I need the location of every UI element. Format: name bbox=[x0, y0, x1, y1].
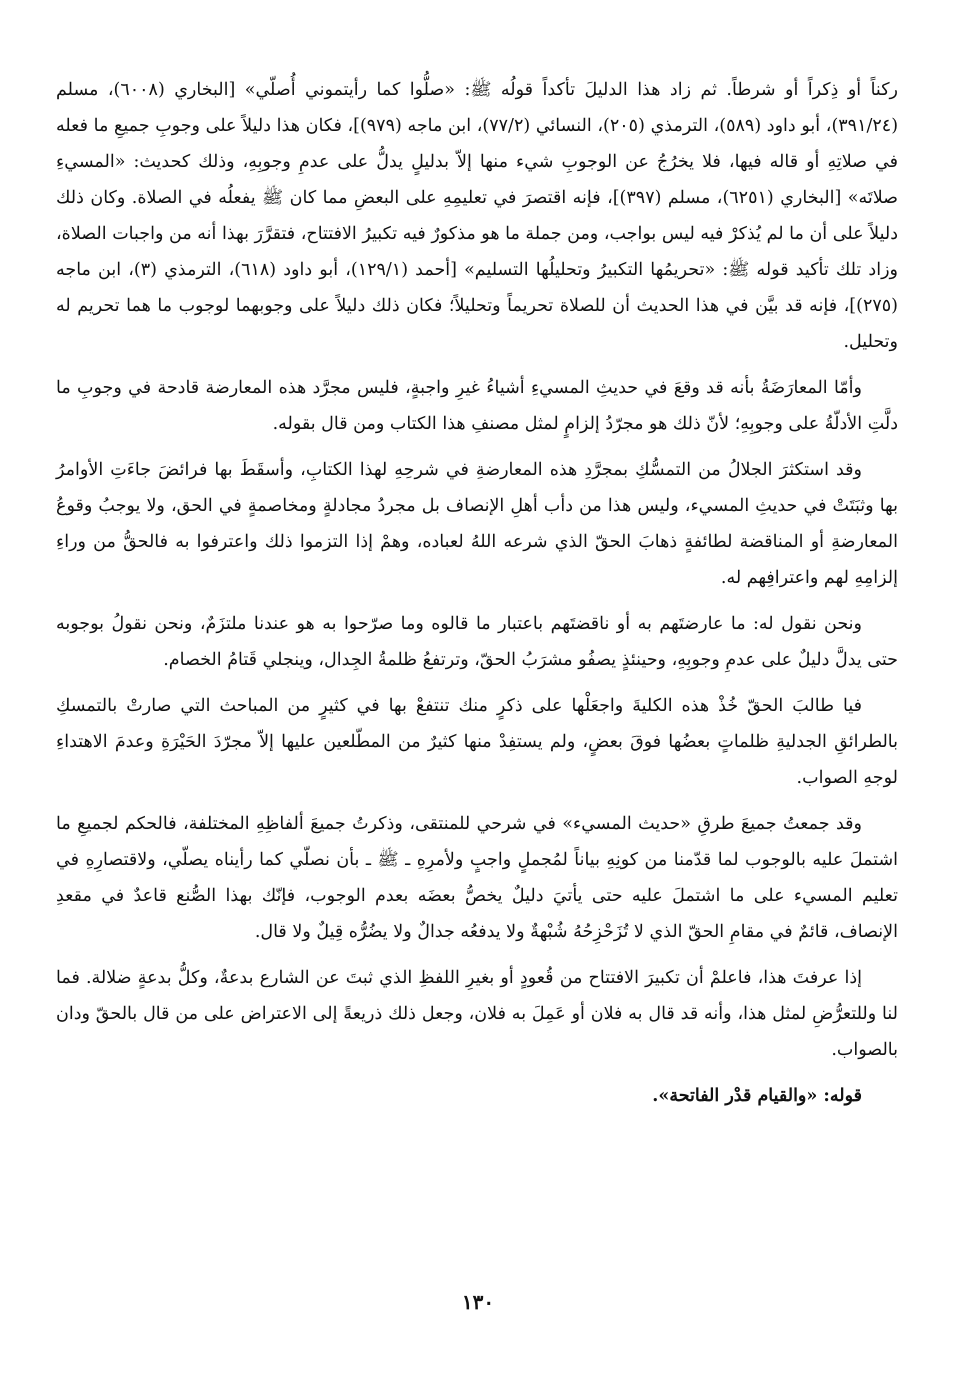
paragraph-1: ركناً أو ذِكراً أو شرطاً. ثم زاد هذا الدليلَ تأكداً قولُه ﷺ: «صلُّوا كما رأيتموني أُصلّي» [البخاري (٦٠٠٨)، مسلم (٣٩١/٢٤)، أبو داود (٥٨٩)، الترمذي (٢٠٥)، النسائي (٧٧/٢)، ابن ماجه (٩٧٩)]، فكان هذا دليلاً على وجوبِ جميعِ ما فعله في صلاتِهِ أو قاله فيها، فلا يخرُجُ عن الوجوبِ شيء منها إلاّ بدليلٍ يدلُّ على عدمِ وجوبِهِ، وذلك كحديث: «المسيءِ صلاتَه» [البخاري (٦٢٥١)، مسلم (٣٩٧)]، فإنه اقتصرَ في تعليمِهِ على البعضِ مما كان ﷺ يفعلُه في الصلاة. وكان ذلك دليلاً على أن ما لم يُذكرْ فيه ليس بواجب، ومن جملة ما هو مذكورٌ فيه تكبيرُ الافتتاح، فتقرَّرَ بهذا أنه من واجبات الصلاة، وزاد تلك تأكيد قوله ﷺ: «تحريمُها التكبيرُ وتحليلُها التسليم» [أحمد (١٢٩/١)، أبو داود (٦١٨)، الترمذي (٣)، ابن ماجه (٢٧٥)]، فإنه قد بيَّن في هذا الحديث أن للصلاة تحريماً وتحليلاً؛ فكان ذلك دليلاً على وجوبهما لوجوب ما هما تحريم له وتحليل. bbox=[56, 80, 899, 352]
page-number: ١٣٠ bbox=[461, 1290, 495, 1314]
section-quote-heading: قوله: «والقيام قدْر الفاتحة». bbox=[652, 1086, 862, 1106]
paragraph-5: فيا طالبَ الحقّ خُذْ هذه الكليةَ واجعَلْها على ذكرٍ منك تنتفعْ بها في كثيرٍ من المباحث التي صارتْ بالتمسكِ بالطرائقِ الجدليةِ ظلماتٍ بعضُها فوقَ بعضٍ، ولم يستفِدْ منها كثيرٌ من المطّلعين عليها إلاّ مجرّدَ الحَيْرَةِ وعدمَ الاهتداءِ لوجهِ الصواب. bbox=[56, 696, 898, 788]
paragraph-4: ونحن نقول له: ما عارضتَهم به أو ناقضتَهم باعتبار ما قالوه وما صرّحوا به هو عندنا ملتزَمٌ، ونحن نقولُ بوجوبه حتى يدلَّ دليلٌ على عدمِ وجوبِهِ، وحينئذٍ يصفُو مشرَبُ الحقّ، وترتفعُ ظلمةُ الجِدال، وينجلي قَتامُ الخصام. bbox=[56, 614, 898, 670]
page-body bbox=[56, 72, 898, 1114]
paragraph-7: إذا عرفتَ هذا، فاعلمْ أن تكبيرَ الافتتاح من قُعودٍ أو بغيرِ اللفظِ الذي ثبتَ عن الشارع بدعةٌ، وكلُّ بدعةٍ ضلالة. فما لنا وللتعرُّضِ لمثل هذا، وأنه قد قال به فلان أو عَمِلَ به فلان، وجعل ذلك ذريعةً إلى الاعتراض على من قال بالحقّ ودان بالصواب. bbox=[56, 968, 898, 1060]
paragraph-6: وقد جمعتُ جميعَ طرقِ «حديث المسيء» في شرحي للمنتقى، وذكرتُ جميعَ ألفاظِهِ المختلفة، فالحكم لجميعِ ما اشتملَ عليه بالوجوب لما قدّمنا من كونِهِ بياناً لمُجملٍ واجبٍ ولأمرِهِ ـ ﷺ ـ بأن نصلّي كما رأيناه يصلّي، ولاقتصارِهِ في تعليم المسيء على ما اشتملَ عليه حتى يأتيَ دليلٌ يخصُّ بعضَه بعدم الوجوب، فإنّك بهذا الصُّنع قاعدٌ في مقعدِ الإنصاف، قائمٌ في مقامِ الحقّ الذي لا تُزَحْزِحُهُ شُبْهةٌ ولا يدفعُه جدالٌ ولا يضُرُّه قِيلٌ ولا قال. bbox=[56, 814, 898, 942]
paragraph-3: وقد استكثرَ الجلالُ من التمسُّكِ بمجرَّدِ هذه المعارضةِ في شرحِهِ لهذا الكتابِ، وأسقَطَ بها فرائضَ جاءَتِ الأوامرُ بها وثبَتَتْ في حديثِ المسيء، وليس هذا من دأب أهلِ الإنصاف بل مجردُ مجادلةٍ ومخاصمةٍ في الحق، ولا يوجبُ وقوعُ المعارضةِ أو المناقضة لطائفةٍ ذهابَ الحقّ الذي شرعه اللهُ لعباده، وهمْ إذا التزموا ذلك واعترفوا به فالحقُّ من وراءِ إلزامِهِ لهم واعترافِهم له. bbox=[56, 460, 898, 588]
paragraph-2: وأمّا المعارَضَةُ بأنه قد وقعَ في حديثِ المسيءِ أشياءُ غيرِ واجبةٍ، فليس مجرَّد هذه المعارضة قادحة في وجوبِ ما دلَّتِ الأدلّةُ على وجوبِهِ؛ لأنّ ذلك هو مجرّدُ إلزامٍ لمثل مصنفِ هذا الكتاب ومن قال بقوله. bbox=[56, 378, 898, 434]
